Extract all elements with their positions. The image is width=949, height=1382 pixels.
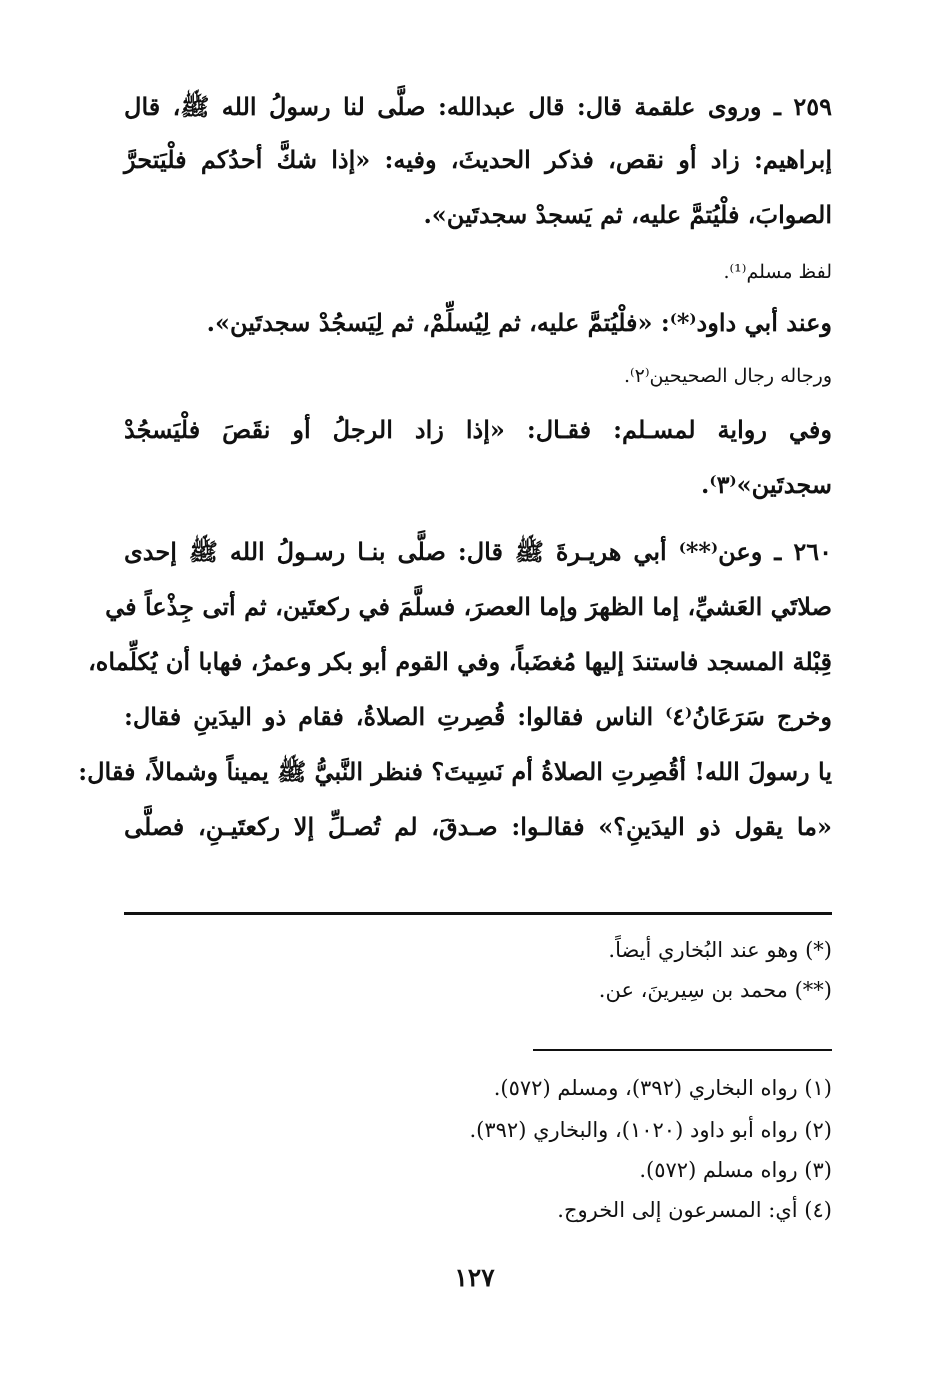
hadith-260-line-1: ٢٦٠ ـ وعن⁽**⁾ أبي هريـرةَ ﷺ قال: صلَّى بنـا رسـولُ الله ﷺ إحدى <box>124 537 832 566</box>
footnote-4: (٤) أي: المسرعون إلى الخروج. <box>557 1198 832 1222</box>
narrators-note: ورجاله رجال الصحيحين⁽٢⁾. <box>623 365 832 387</box>
hadith-259-line-1: ٢٥٩ ـ وروى علقمة قال: قال عبدالله: صلَّى لنا رسولُ الله ﷺ، قال <box>124 92 832 121</box>
muslim-narration-line-1: وفي رواية لمسـلم: فقـال: «إذا زاد الرجلُ أو نقَصَ فلْيَسجُدْ <box>124 415 832 444</box>
page-number: ١٢٧ <box>454 1263 495 1292</box>
hadith-260-line-3: قِبْلة المسجد فاستندَ إليها مُغضَباً، وفي القوم أبو بكر وعمرُ، فهابا أن يُكلِّماه، <box>88 647 832 676</box>
hadith-259-line-2: إبراهيم: زاد أو نقص، فذكر الحديثَ، وفيه: «إذا شكَّ أحدُكم فلْيَتحرَّ <box>124 145 832 174</box>
star-note-1: (*) وهو عند البُخاري أيضاً. <box>608 938 832 962</box>
hadith-260-line-4: وخرج سَرَعَانُ⁽٤⁾ الناس فقالوا: قُصِرتِ الصلاةُ، فقام ذو اليدَينِ فقال: <box>124 702 832 731</box>
main-divider <box>124 912 832 915</box>
footnote-1: (١) رواه البخاري (٣٩٢)، ومسلم (٥٧٢). <box>493 1076 832 1100</box>
muslim-wording-note: لفظ مسلم⁽¹⁾. <box>723 261 832 283</box>
hadith-260-line-5: يا رسولَ الله! أقُصِرتِ الصلاةُ أم نَسِيتَ؟ فنظر النَّبيُّ ﷺ يميناً وشمالاً، فقال: <box>78 757 832 786</box>
abu-dawud-narration: وعند أبي داود⁽*⁾: «فلْيُتمَّ عليه، ثم لِيُسلِّمْ، ثم لِيَسجُدْ سجدتَين». <box>206 308 832 337</box>
muslim-narration-line-2: سجدتَين»⁽٣⁾. <box>701 470 832 499</box>
hadith-260-line-2: صلاتَي العَشيِّ، إما الظهرَ وإما العصرَ، فسلَّمَ في ركعتَين، ثم أتى جِذْعاً في <box>105 592 832 621</box>
hadith-260-line-6: «ما يقول ذو اليدَينِ؟» فقالـوا: صـدقَ، لم تُصـلِّ إلا ركعتَيـنِ، فصلَّى <box>124 812 832 841</box>
hadith-259-line-3: الصوابَ، فلْيُتمَّ عليه، ثم يَسجدْ سجدتَين». <box>423 200 832 229</box>
footnote-divider <box>533 1049 832 1051</box>
footnote-3: (٣) رواه مسلم (٥٧٢). <box>639 1158 832 1182</box>
star-note-2: (**) محمد بن سِيرينَ، عن. <box>598 978 832 1002</box>
footnote-2: (٢) رواه أبو داود (١٠٢٠)، والبخاري (٣٩٢). <box>469 1118 832 1142</box>
